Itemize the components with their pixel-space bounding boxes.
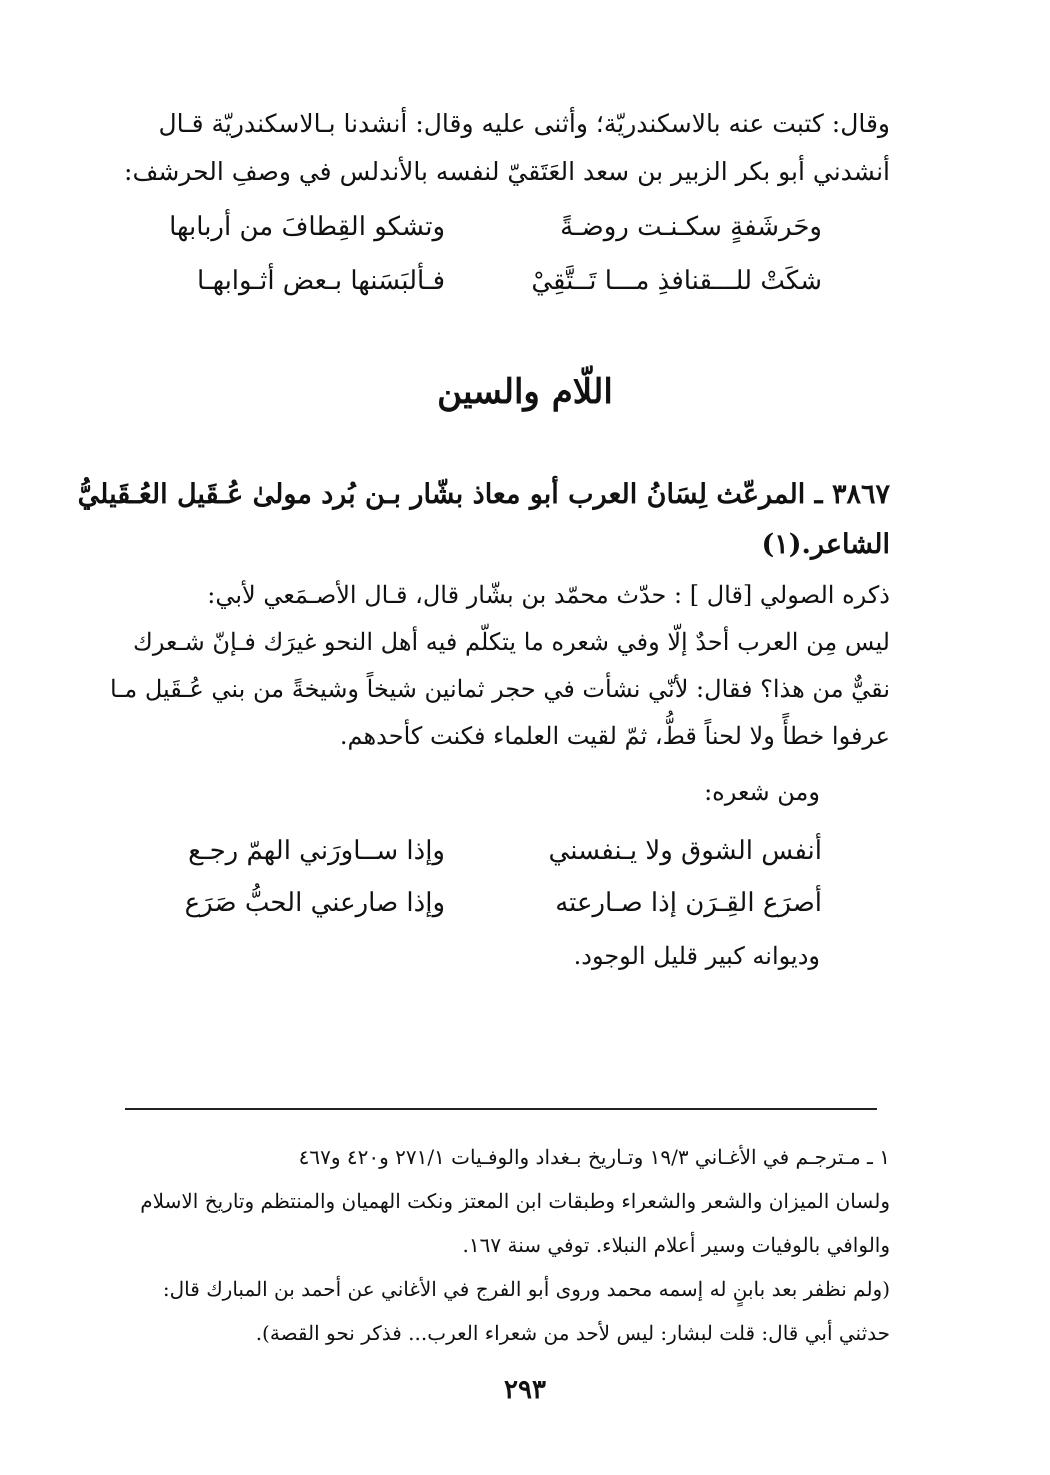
text-line: وقال: كتبت عنه بالاسكندريّة؛ وأثنى عليه وقال: أنشدنا بـالاسكندريّة قـال <box>158 109 890 138</box>
text-line: عرفوا خطأً ولا لحناً قطُّ، ثمّ لقيت العلماء فكنت كأحدهم. <box>339 722 890 750</box>
verse-hemistich-right: أنفس الشوق ولا يـنفسني <box>548 836 822 866</box>
footnote-line: ١ ـ مـترجـم في الأغـاني ١٩/٣ وتـاريخ بـغداد والوفـيات ٢٧١/١ و٤٢٠ و٤٦٧ <box>298 1145 890 1169</box>
page-number: ٢٩٣ <box>504 1375 546 1405</box>
text-line: أنشدني أبو بكر الزبير بن سعد العَتَقيّ لنفسه بالأندلس في وصفِ الحرشف: <box>124 157 890 186</box>
footnote-line: والوافي بالوفيات وسير أعلام النبلاء. توفي سنة ١٦٧. <box>462 1233 890 1257</box>
verse-hemistich-left: وتشكو القِطافَ من أربابها <box>169 212 445 242</box>
entry-heading-line: الشاعر.(١) <box>761 529 890 560</box>
verse-hemistich-right: أصرَع القِـرَن إذا صـارعته <box>555 888 822 918</box>
entry-heading-line: ٣٨٦٧ ـ المرعّث لِسَانُ العرب أبو معاذ بشّار بـن بُرد مولىٰ عُـقَيل العُـقَيليُّ <box>77 479 890 510</box>
section-heading: اللّام والسين <box>437 372 613 412</box>
verse-hemistich-right: شكَتْ للـــقنافذِ مـــا تَــتَّقِيْ <box>531 266 822 296</box>
footnote-line: حدثني أبي قال: قلت لبشار: ليس لأحد من شعراء العرب... فذكر نحو القصة). <box>255 1321 890 1345</box>
poem-intro: ومن شعره: <box>704 778 820 806</box>
verse-hemistich-right: وحَرشَفةٍ سكـنـت روضـةً <box>560 212 822 242</box>
footnote-line: (ولم نظفر بعد بابنٍ له إسمه محمد وروى أبو الفرج في الأغاني عن أحمد بن المبارك قال: <box>162 1277 890 1301</box>
closing-line: وديوانه كبير قليل الوجود. <box>573 942 820 970</box>
footnote-divider <box>125 1108 877 1110</box>
verse-hemistich-left: فـألبَسَنها بـعض أثـوابهـا <box>197 266 445 296</box>
verse-hemistich-left: وإذا صارعني الحبُّ صَرَع <box>184 888 445 918</box>
text-line: ليس مِن العرب أحدٌ إلّا وفي شعره ما يتكلّم فيه أهل النحو غيرَك فـإنّ شـعرك <box>133 628 890 656</box>
text-line: نقيٌّ من هذا؟ فقال: لأنّي نشأت في حجر ثمانين شيخاً وشيخةً من بني عُـقَيل مـا <box>110 675 890 703</box>
verse-hemistich-left: وإذا ســاورَني الهمّ رجـع <box>188 836 445 866</box>
text-line: ذكره الصولي [قال ] : حدّث محمّد بن بشّار قال، قـال الأصـمَعي لأبي: <box>207 581 890 609</box>
footnote-line: ولسان الميزان والشعر والشعراء وطبقات ابن المعتز ونكت الهميان والمنتظم وتاريخ الاسلام <box>140 1189 890 1213</box>
